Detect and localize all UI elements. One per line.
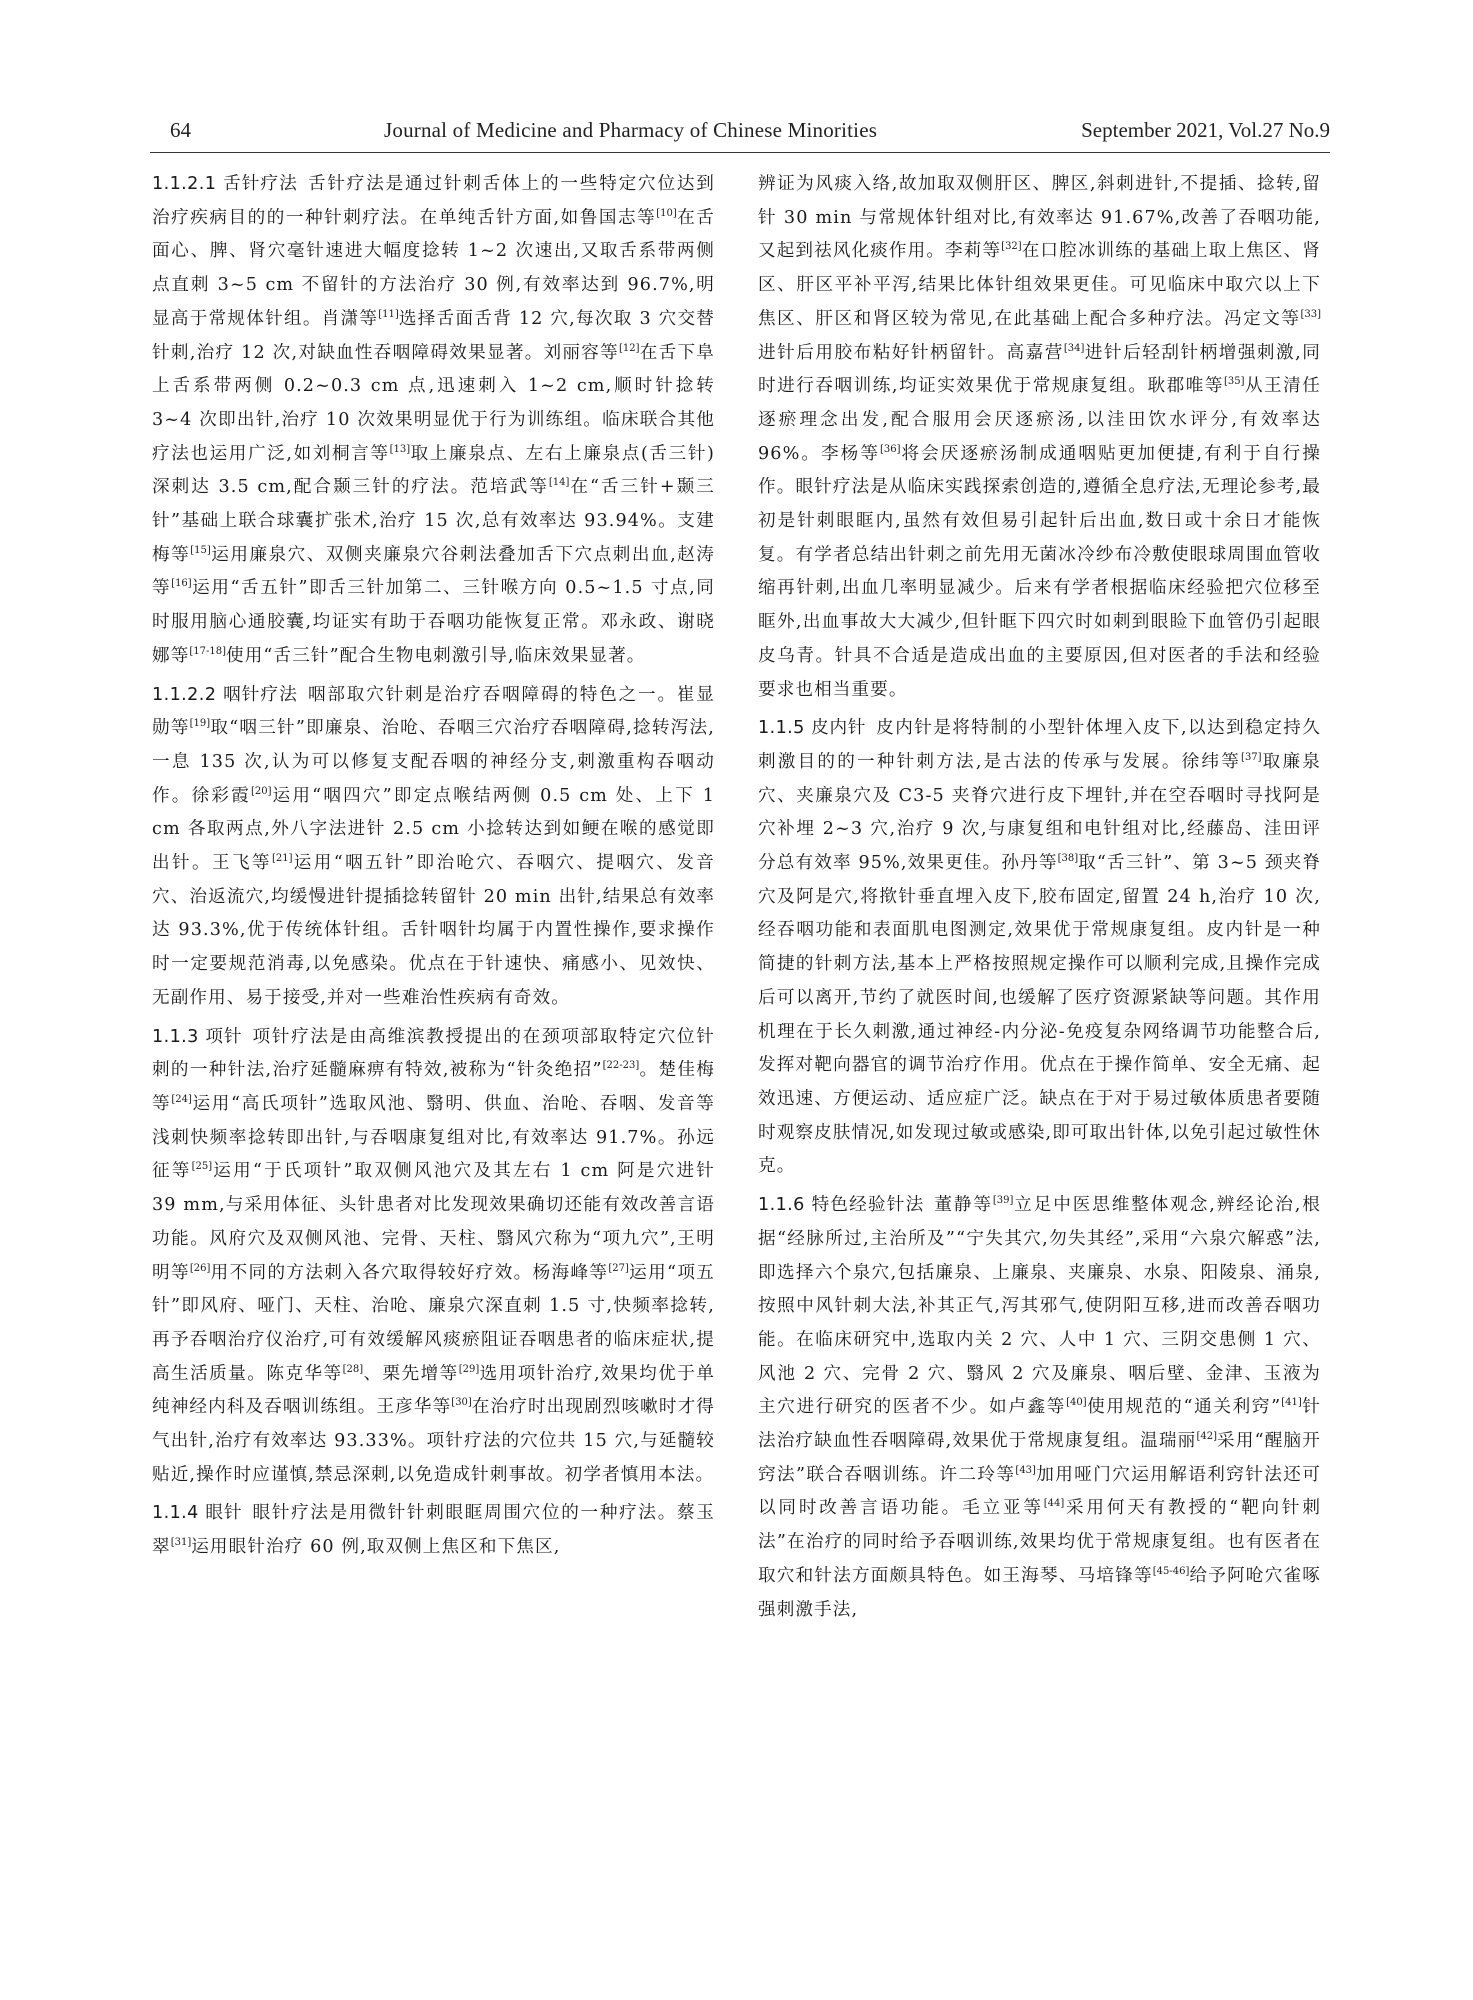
citation-ref: [39] bbox=[992, 1195, 1014, 1207]
citation-ref: [40] bbox=[1066, 1397, 1087, 1409]
body-text: 在治疗时出现剧烈咳嗽时才得气出针,治疗有效率达 93.33%。项针疗法的穴位共 15 穴,与延髓较贴近,操作时应谨慎,禁忌深刺,以免造成针刺事故。初学者慎用本法。 bbox=[152, 1397, 715, 1485]
body-text: 运用“于氏项针”取双侧风池穴及其左右 1 cm 阿是穴进针 39 mm,与采用体征、头针患者对比发现效果确切还能有效改善言语功能。风府穴及双侧风池、完骨、天柱、翳风穴称为“项九穴”,王明明等 bbox=[152, 1161, 715, 1283]
citation-ref: [22-23] bbox=[602, 1060, 640, 1072]
citation-ref: [12] bbox=[619, 342, 640, 354]
body-text: 取“咽三针”即廉泉、治呛、吞咽三穴治疗吞咽障碍,捻转泻法,一息 135 次,认为可以修复支配吞咽的神经分支,刺激重构吞咽动作。徐彩霞 bbox=[152, 718, 715, 806]
body-text: 运用“咽四穴”即定点喉结两侧 0.5 cm 处、上下 1 cm 各取两点,外八字法进针 2.5 cm 小捻转达到如鲠在喉的感觉即出针。王飞等 bbox=[152, 785, 715, 874]
section-heading: 1.1.5 皮内针 bbox=[758, 718, 867, 739]
header-rule bbox=[150, 152, 1330, 153]
body-text: 、栗先增等 bbox=[363, 1363, 459, 1384]
body-text: 运用“高氏项针”选取风池、翳明、供血、治呛、吞咽、发音等浅刺快频率捻转即出针,与吞咽康复组对比,有效率达 91.7%。孙远征等 bbox=[152, 1093, 715, 1182]
citation-ref: [28] bbox=[342, 1363, 364, 1375]
citation-ref: [25] bbox=[191, 1161, 213, 1173]
body-text: 在舌下阜上舌系带两侧 0.2~0.3 cm 点,迅速刺入 1~2 cm,顺时针捻转 3~4 次即出针,治疗 10 次效果明显优于行为训练组。临床联合其他疗法也运用广泛,如刘桐言等 bbox=[152, 342, 715, 464]
paragraph bbox=[152, 1021, 715, 1493]
body-text: 从王清任逐瘀理念出发,配合服用会厌逐瘀汤,以洼田饮水评分,有效率达 96%。李杨等 bbox=[758, 376, 1321, 464]
citation-ref: [36] bbox=[880, 443, 901, 455]
page-number: 64 bbox=[170, 118, 191, 142]
citation-ref: [31] bbox=[170, 1537, 192, 1549]
section-heading: 1.1.3 项针 bbox=[152, 1026, 243, 1047]
citation-ref: [16] bbox=[171, 578, 192, 590]
paragraph bbox=[758, 712, 1321, 1184]
body-text: 选择舌面舌背 12 穴,每次取 3 穴交替针刺,治疗 12 次,对缺血性吞咽障碍效果显著。刘丽容等 bbox=[152, 308, 715, 363]
issue-info: September 2021, Vol.27 No.9 bbox=[1081, 118, 1330, 142]
body-text: 运用“舌五针”即舌三针加第二、三针喉方向 0.5~1.5 寸点,同时服用脑心通胶囊,均证实有助于吞咽功能恢复正常。邓永政、谢晓娜等 bbox=[152, 578, 715, 666]
left-column bbox=[152, 168, 715, 1570]
citation-ref: [26] bbox=[189, 1262, 211, 1274]
body-text: 项针疗法是由高维滨教授提出的在颈项部取特定穴位针刺的一种针法,治疗延髓麻痹有特效,被称为“针灸绝招” bbox=[152, 1026, 715, 1081]
body-text: 取上廉泉点、左右上廉泉点(舌三针)深刺达 3.5 cm,配合颞三针的疗法。范培武等 bbox=[152, 443, 715, 498]
body-text: 采用何天有教授的“靶向针刺法”在治疗的同时给予吞咽训练,效果均优于常规康复组。也有医者在取穴和针法方面颇具特色。如王海琴、马培锋等 bbox=[758, 1498, 1322, 1586]
section-heading: 1.1.4 眼针 bbox=[152, 1503, 243, 1524]
body-text: 。楚佳梅等 bbox=[152, 1060, 716, 1114]
citation-ref: [34] bbox=[1063, 342, 1085, 354]
body-text: 在“舌三针+颞三针”基础上联合球囊扩张术,治疗 15 次,总有效率达 93.94%。支建梅等 bbox=[152, 477, 715, 565]
citation-ref: [37] bbox=[1241, 752, 1262, 764]
citation-ref: [20] bbox=[250, 785, 272, 797]
citation-ref: [27] bbox=[608, 1262, 629, 1274]
body-text: 舌针疗法是通过针刺舌体上的一些特定穴位达到治疗疾病目的的一种针刺疗法。在单纯舌针方面,如鲁国志等 bbox=[152, 174, 715, 228]
right-column bbox=[758, 168, 1321, 1632]
paragraph bbox=[152, 1497, 715, 1564]
body-text: 选用项针治疗,效果均优于单纯神经内科及吞咽训练组。王彦华等 bbox=[152, 1363, 715, 1418]
citation-ref: [38] bbox=[1057, 853, 1079, 865]
body-text: 立足中医思维整体观念,辨经论治,根据“经脉所过,主治所及”“宁失其穴,勿失其经”,采用“六泉穴解惑”法,即选择六个泉穴,包括廉泉、上廉泉、夹廉泉、水泉、阳陵泉、涌泉,按照中风针刺大法,补其正气,泻其邪气,使阴阳互移,进而改善吞咽功能。在临床研究中,选取内关 2 穴、人中 1 穴、三阴交患侧 1 穴、风池 2 穴、完骨 2 穴、翳风 2 穴及廉泉、咽后壁、金津、玉液为主穴进行研究的医者不少。如卢鑫等 bbox=[758, 1195, 1321, 1418]
citation-ref: [43] bbox=[1015, 1464, 1036, 1476]
body-text: 取“舌三针”、第 3~5 颈夹脊穴及阿是穴,将揿针垂直埋入皮下,胶布固定,留置 24 h,治疗 10 次,经吞咽功能和表面肌电图测定,效果优于常规康复组。皮内针是一种简捷的针刺方法,基本上严格按照规定操作可以顺利完成,且操作完成后可以离开,节约了就医时间,也缓解了医疗资源紧缺等问题。其作用机理在于长久刺激,通过神经-内分泌-免疫复杂网络调节功能整合后,发挥对靶向器官的调节治疗作用。优点在于操作简单、安全无痛、起效迅速、方便运动、适应症广泛。缺点在于对于易过敏体质患者要随时观察皮肤情况,如发现过敏或感染,即可取出针体,以免引起过敏性休克。 bbox=[758, 853, 1322, 1177]
citation-ref: [30] bbox=[451, 1397, 472, 1409]
citation-ref: [19] bbox=[189, 718, 211, 730]
body-text: 采用“醒脑开窍法”联合吞咽训练。许二玲等 bbox=[758, 1431, 1321, 1485]
body-text: 用不同的方法刺入各穴取得较好疗效。杨海峰等 bbox=[210, 1262, 609, 1283]
body-text: 将会厌逐瘀汤制成通咽贴更加便捷,有利于自行操作。眼针疗法是从临床实践探索创造的,遵循全息疗法,无理论参考,最初是针刺眼眶内,虽然有效但易引起针后出血,数日或十余日才能恢复。有学者总结出针刺之前先用无菌冰冷纱布冷敷使眼球周围血管收缩再针刺,出血几率明显减少。后来有学者根据临床经验把穴位移至眶外,出血事故大大减少,但针眶下四穴时如刺到眼睑下血管仍引起眼皮乌青。针具不合适是造成出血的主要原因,但对医者的手法和经验要求也相当重要。 bbox=[758, 443, 1321, 700]
body-text: 进针后用胶布粘好针柄留针。高嘉营 bbox=[758, 342, 1064, 363]
journal-title: Journal of Medicine and Pharmacy of Chinese Minorities bbox=[384, 118, 878, 142]
body-text: 运用“咽五针”即治呛穴、吞咽穴、提咽穴、发音穴、治返流穴,均缓慢进针提插捻转留针 20 min 出针,结果总有效率达 93.3%,优于传统体针组。舌针咽针均属于内置性操作,要求操作时一定要规范消毒,以免感染。优点在于针速快、痛感小、见效快、无副作用、易于接受,并对一些难治性疾病有奇效。 bbox=[152, 853, 715, 1008]
body-text: 眼针疗法是用微针针刺眼眶周围穴位的一种疗法。蔡玉翠 bbox=[152, 1503, 715, 1558]
body-text: 运用“项五针”即风府、哑门、天柱、治呛、廉泉穴深直刺 1.5 寸,快频率捻转,再予吞咽治疗仪治疗,可有效缓解风痰瘀阻证吞咽患者的临床症状,提高生活质量。陈克华等 bbox=[152, 1262, 715, 1384]
citation-ref: [10] bbox=[656, 207, 677, 219]
body-text: 给予阿呛穴雀啄强刺激手法, bbox=[758, 1565, 1321, 1620]
body-text: 运用廉泉穴、双侧夹廉泉穴谷刺法叠加舌下穴点刺出血,赵涛等 bbox=[152, 544, 716, 599]
citation-ref: [15] bbox=[190, 544, 211, 556]
citation-ref: [29] bbox=[458, 1363, 480, 1375]
paragraph bbox=[152, 679, 715, 1016]
body-text: 使用规范的“通关利窍” bbox=[1086, 1397, 1282, 1418]
citation-ref: [21] bbox=[271, 853, 293, 865]
citation-ref: [41] bbox=[1281, 1397, 1302, 1409]
citation-ref: [45-46] bbox=[1152, 1565, 1190, 1577]
body-text: 辨证为风痰入络,故加取双侧肝区、脾区,斜刺进针,不提插、捻转,留针 30 min 与常规体针组对比,有效率达 91.67%,改善了吞咽功能,又起到祛风化痰作用。李莉等 bbox=[758, 174, 1321, 262]
body-text: 在舌面心、脾、肾穴毫针速进大幅度捻转 1~2 次速出,又取舌系带两侧点直刺 3~5 cm 不留针的方法治疗 30 例,有效率达到 96.7%,明显高于常规体针组。肖潇等 bbox=[152, 207, 716, 329]
body-text: 董静等 bbox=[934, 1195, 993, 1216]
citation-ref: [32] bbox=[1001, 241, 1022, 253]
paragraph bbox=[152, 168, 715, 674]
section-heading: 1.1.6 特色经验针法 bbox=[758, 1195, 925, 1216]
body-text: 取廉泉穴、夹廉泉穴及 C3-5 夹脊穴进行皮下埋针,并在空吞咽时寻找阿是穴补埋 2~3 穴,治疗 9 次,与康复组和电针组对比,经藤岛、洼田评分总有效率 95%,效果更佳。孙丹等 bbox=[758, 751, 1321, 874]
body-text: 进针后轻刮针柄增强刺激,同时进行吞咽训练,均证实效果优于常规康复组。耿郡唯等 bbox=[758, 342, 1321, 397]
body-text: 运用眼针治疗 60 例,取双侧上焦区和下焦区, bbox=[191, 1537, 561, 1558]
citation-ref: [17-18] bbox=[189, 645, 227, 657]
paragraph bbox=[758, 168, 1321, 707]
citation-ref: [24] bbox=[171, 1094, 192, 1106]
citation-ref: [14] bbox=[548, 477, 570, 489]
section-heading: 1.1.2.1 舌针疗法 bbox=[152, 174, 298, 194]
body-text: 皮内针是将特制的小型针体埋入皮下,以达到稳定持久刺激目的的一种针刺方法,是古法的传承与发展。徐纬等 bbox=[758, 718, 1321, 772]
citation-ref: [44] bbox=[1043, 1498, 1065, 1510]
body-text: 针法治疗缺血性吞咽障碍,效果优于常规康复组。温瑞丽 bbox=[758, 1397, 1322, 1452]
section-heading: 1.1.2.2 咽针疗法 bbox=[152, 684, 298, 705]
citation-ref: [11] bbox=[378, 308, 399, 320]
citation-ref: [35] bbox=[1223, 376, 1245, 388]
body-text: 使用“舌三针”配合生物电刺激引导,临床效果显著。 bbox=[226, 645, 646, 666]
body-text: 加用哑门穴运用解语利窍针法还可以同时改善言语功能。毛立亚等 bbox=[758, 1464, 1321, 1519]
running-header bbox=[150, 116, 1330, 150]
body-text: 咽部取穴针刺是治疗吞咽障碍的特色之一。崔显勋等 bbox=[152, 684, 715, 739]
body-text: 在口腔冰训练的基础上取上焦区、肾区、肝区平补平泻,结果比体针组效果更佳。可见临床中取穴以上下焦区、肝区和肾区较为常见,在此基础上配合多种疗法。冯定文等 bbox=[758, 241, 1321, 329]
citation-ref: [42] bbox=[1196, 1431, 1217, 1443]
citation-ref: [33] bbox=[1300, 308, 1321, 320]
paragraph bbox=[758, 1189, 1321, 1627]
citation-ref: [13] bbox=[389, 443, 411, 455]
